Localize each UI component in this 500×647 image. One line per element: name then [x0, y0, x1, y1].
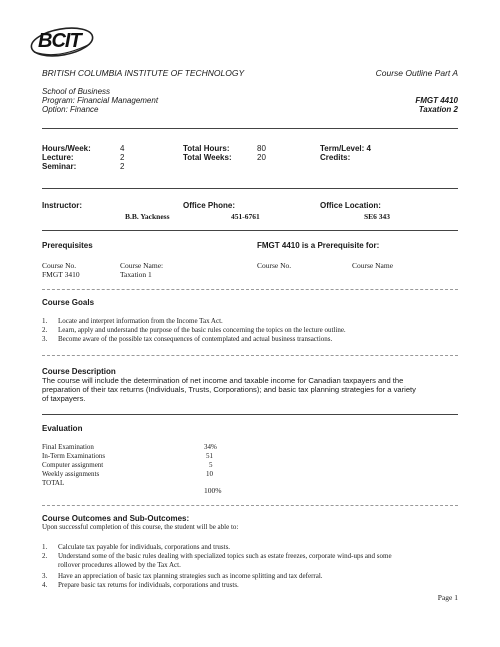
institute-name: BRITISH COLUMBIA INSTITUTE OF TECHNOLOGY — [42, 68, 245, 78]
course-title: Taxation 2 — [418, 105, 458, 114]
office-phone-label: Office Phone: — [183, 201, 236, 210]
evaluation-label: In-Term Examinations — [42, 452, 106, 460]
goals-rule — [42, 355, 458, 356]
bcit-logo — [28, 22, 96, 62]
school-name: School of Business — [42, 87, 111, 96]
is-prereq-col-name: Course Name — [352, 261, 394, 270]
program-name: Program: Financial Management — [42, 96, 159, 105]
evaluation-label: Final Examination — [42, 443, 94, 451]
outcome-item: 1. Calculate tax payable for individuals, corporations and trusts. — [42, 543, 231, 551]
prereq-course-no: FMGT 3410 — [42, 270, 80, 279]
course-outcomes-heading: Course Outcomes and Sub-Outcomes: — [42, 514, 190, 523]
logo-text: BCIT — [38, 30, 81, 52]
instructor-label: Instructor: — [42, 201, 82, 210]
page-number: Page 1 — [437, 593, 458, 602]
description-line: The course will include the determination of net income and taxable income for Canadian taxpayers and the — [42, 376, 404, 385]
office-phone: 451-6761 — [231, 212, 260, 221]
option-name: Option: Finance — [42, 105, 99, 114]
goal-item: 3. Become aware of the possible tax consequences of contemplated and actual business transactions. — [42, 335, 333, 343]
credits-label: Credits: — [320, 153, 351, 162]
total-weeks-value: 20 — [257, 153, 266, 162]
course-code: FMGT 4410 — [415, 96, 458, 105]
goal-item: 2. Learn, apply and understand the purpose of the basic rules concerning the topics on the lecture outline. — [42, 326, 346, 334]
office-location: SE6 343 — [364, 212, 391, 221]
instructor-name: B.B. Yackness — [125, 212, 170, 221]
description-line: preparation of their tax returns (Individuals, Trusts, Corporations); and basic tax planning strategies for a variety — [42, 385, 416, 394]
office-location-label: Office Location: — [320, 201, 381, 210]
evaluation-value: 34% — [204, 443, 217, 451]
description-rule — [42, 414, 458, 415]
lecture-label: Lecture: — [42, 153, 74, 162]
course-goals-heading: Course Goals — [42, 298, 95, 307]
seminar-label: Seminar: — [42, 162, 77, 171]
outcome-item: 3. Have an appreciation of basic tax planning strategies such as income splitting and tax deferral. — [42, 572, 323, 580]
seminar-value: 2 — [120, 162, 125, 171]
prereq-rule — [42, 289, 458, 290]
outcome-item-continuation: rollover procedures allowed by the Tax Act. — [58, 561, 181, 569]
evaluation-value: 51 — [206, 452, 213, 460]
evaluation-value: 10 — [206, 470, 213, 478]
total-hours-label: Total Hours: — [183, 144, 230, 153]
evaluation-heading: Evaluation — [42, 424, 83, 433]
prerequisites-heading: Prerequisites — [42, 241, 93, 250]
evaluation-total-value: 100% — [204, 486, 222, 495]
prereq-col-no: Course No. — [42, 261, 77, 270]
evaluation-rule — [42, 505, 458, 506]
outcome-item: 4. Prepare basic tax returns for individuals, corporations and trusts. — [42, 581, 239, 589]
is-prereq-heading: FMGT 4410 is a Prerequisite for: — [257, 241, 380, 250]
hours-rule — [42, 188, 458, 189]
total-weeks-label: Total Weeks: — [183, 153, 232, 162]
evaluation-value: 5 — [209, 461, 213, 469]
header-rule — [42, 128, 458, 129]
description-line: of taxpayers. — [42, 394, 86, 403]
is-prereq-col-no: Course No. — [257, 261, 292, 270]
total-hours-value: 80 — [257, 144, 266, 153]
hours-week-value: 4 — [120, 144, 125, 153]
goal-item: 1. Locate and interpret information from the Income Tax Act. — [42, 317, 223, 325]
evaluation-label: Weekly assignments — [42, 470, 100, 478]
prereq-col-name: Course Name: — [120, 261, 164, 270]
lecture-value: 2 — [120, 153, 125, 162]
evaluation-label: Computer assignment — [42, 461, 104, 469]
evaluation-total-label: TOTAL — [42, 479, 65, 487]
instructor-rule — [42, 230, 458, 231]
outcome-item: 2. Understand some of the basic rules dealing with specialized topics such as estate freezes, corporate wind-ups and some — [42, 552, 392, 560]
course-description-heading: Course Description — [42, 367, 116, 376]
doc-type: Course Outline Part A — [375, 68, 458, 78]
term-level: Term/Level: 4 — [320, 144, 371, 153]
hours-week-label: Hours/Week: — [42, 144, 91, 153]
prereq-course-name: Taxation 1 — [120, 270, 152, 279]
outcomes-intro: Upon successful completion of this course, the student will be able to: — [42, 523, 239, 531]
